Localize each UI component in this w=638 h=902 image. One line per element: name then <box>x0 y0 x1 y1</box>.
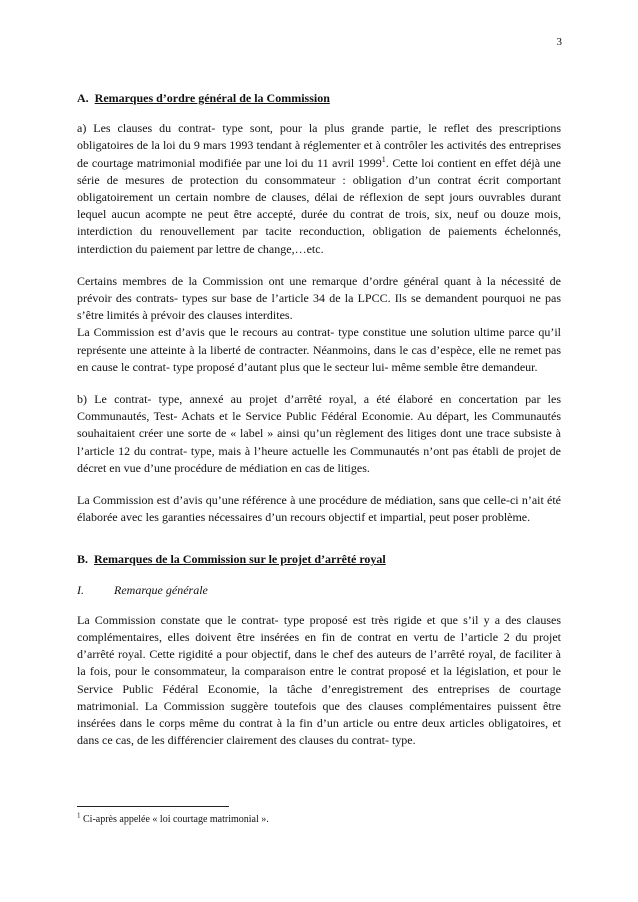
paragraph-a-start: a) Les clauses du contrat- type sont, pour la plus grande partie, le reflet des prescriptions obligatoires de la loi du 9 mars 1993 tendant à réglementer et à contrôler les activités des entreprises de courtage matrimonial modifiée par une loi du 11 avril 1999 <box>77 121 561 170</box>
section-b-title: Remarques de la Commission sur le projet d’arrêté royal <box>94 552 386 567</box>
paragraph-members: Certains membres de la Commission ont une remarque d’ordre général quant à la nécessité de prévoir des contrats- types sur base de l’article 34 de la LPCC. Ils se demandent pourquoi ne pas s’être limités à prévoir des clauses interdites. <box>77 273 561 323</box>
section-a-heading <box>77 90 561 107</box>
footnote-number: 1 <box>77 811 81 820</box>
footnote-divider <box>77 806 229 807</box>
section-b-heading <box>77 551 561 568</box>
paragraph-general: La Commission constate que le contrat- type proposé est très rigide et que s’il y a des clauses complémentaires, elles doivent être insérées en fin de contrat en vertu de l’article 2 du projet d’arrêté royal. Cette rigidité a pour objectif, dans le chef des auteurs de l’arrêté royal, de faciliter à la fois, pour le consommateur, la comparaison entre le contrat proposé et la législation, et pour le Service Public Fédéral Economie, la tâche d’enregistrement des entreprises de courtage matrimonial. La Commission suggère toutefois que des clauses complémentaires puissent être insérées dans le corps même du contrat à la fin d’un article ou entre deux articles obligatoires, et dans ce cas, de les différencier clairement des clauses du contrat- type. <box>77 612 561 748</box>
page-number: 3 <box>556 36 562 48</box>
subsection-title: Remarque générale <box>114 582 208 597</box>
paragraph-a-end: . Cette loi contient en effet déjà une série de mesures de protection du consommateur : obligation d’un contrat écrit comportant obligatoirement un certain nombre de clauses, délai de réflexion de sept jours ouvrables durant lequel aucun acompte ne peut être accepté, durée du contrat de trois, six, neuf ou douze mois, interdiction du renouvellement par tacite reconduction, obligation de paiements échelonnés, interdiction du paiement par lettre de change,…etc. <box>77 155 561 256</box>
footnote-reference[interactable]: 1 <box>381 154 386 164</box>
document-body <box>77 90 561 765</box>
paragraph-b: b) Le contrat- type, annexé au projet d’arrêté royal, a été élaboré en concertation par les Communautés, Test- Achats et le Service Public Fédéral Economie. Au départ, les Communautés souhaitaient créer une sorte de « label » ainsi qu’un règlement des litiges dont une trace subsiste à l’article 12 du contrat- type, mais à l’heure actuelle les Communautés n’ont pas établi de projet de décret en vue d’une procédure de médiation en cas de litiges. <box>77 392 561 475</box>
spacer <box>77 541 561 551</box>
subsection-number: I. <box>77 582 84 597</box>
paragraph-a <box>77 120 561 258</box>
paragraph-mediation: La Commission est d’avis qu’une référence à une procédure de médiation, sans que celle-ci n’ait été élaborée avec les garanties nécessaires d’un recours objectif et impartial, peut poser problème. <box>77 493 561 525</box>
subsection-heading <box>77 582 561 599</box>
section-b-label: B. <box>77 552 89 567</box>
paragraph-opinion: La Commission est d’avis que le recours au contrat- type constitue une solution ultime parce qu’il représente une atteinte à la liberté de contracter. Néanmoins, dans le cas d’espèce, elle ne remet pas en cause le contrat- type proposé d’autant plus que le secteur lui- même semble être demandeur. <box>77 325 561 374</box>
footnote <box>77 811 269 825</box>
footnote-text: Ci-après appelée « loi courtage matrimonial ». <box>83 814 269 825</box>
section-a-label: A. <box>77 91 89 105</box>
section-a-title: Remarques d’ordre général de la Commission <box>94 91 330 105</box>
